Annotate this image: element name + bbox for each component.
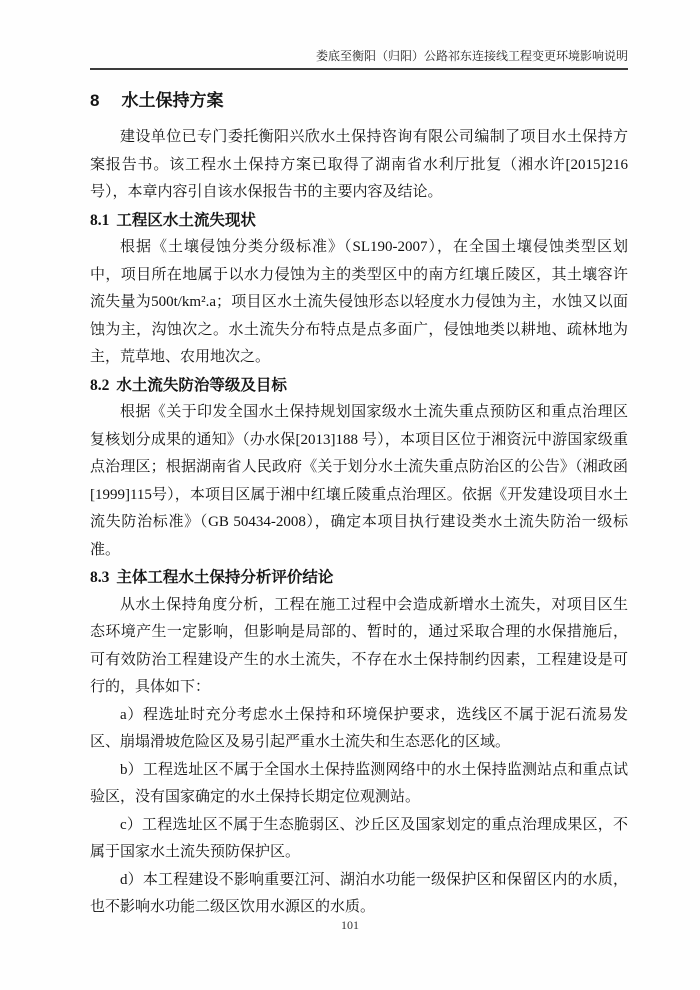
section-heading-8-1 <box>90 207 628 235</box>
section-title: 主体工程水土保持分析评价结论 <box>116 569 334 586</box>
chapter-number: 8 <box>90 91 100 110</box>
paragraph: 根据《土壤侵蚀分类分级标准》（SL190-2007），在全国土壤侵蚀类型区划中，项目所在地属于以水力侵蚀为主的类型区中的南方红壤丘陵区，其土壤容许流失量为500t/km².a；项目区水土流失侵蚀形态以轻度水力侵蚀为主，水蚀又以面蚀为主，沟蚀次之。水土流失分布特点是点多面广，侵蚀地类以耕地、疏林地为主，荒草地、农用地次之。 <box>90 239 628 365</box>
section-title: 水土流失防治等级及目标 <box>116 376 287 394</box>
section-heading-8-3 <box>90 564 628 592</box>
chapter-heading <box>90 90 628 112</box>
list-item-d: d）本工程建设不影响重要江河、湖泊水功能一级保护区和保留区内的水质，也不影响水功能二级区饮用水源区的水质。 <box>90 871 628 915</box>
list-item-b: b）工程选址区不属于全国水土保持监测网络中的水土保持监测站点和重点试验区，没有国家确定的水土保持长期定位观测站。 <box>90 761 628 805</box>
page-content <box>90 48 628 922</box>
intro-paragraph: 建设单位已专门委托衡阳兴欣水土保持咨询有限公司编制了项目水土保持方案报告书。该工程水土保持方案已取得了湖南省水利厅批复（湘水许[2015]216号），本章内容引自该水保报告书的主要内容及结论。 <box>90 129 628 200</box>
header-title: 娄底至衡阳（归阳）公路祁东连接线工程变更环境影响说明 <box>315 49 628 63</box>
page-number: 101 <box>341 918 359 932</box>
section-number: 8.1 <box>90 211 110 229</box>
section-heading-8-2 <box>90 372 628 400</box>
paragraph: 根据《关于印发全国水土保持规划国家级水土流失重点预防区和重点治理区复核划分成果的通知》（办水保[2013]188 号），本项目区位于湘资沅中游国家级重点治理区；根据湖南省人民政府《关于划分水土流失重点防治区的公告》（湘政函[1999]115号），本项目区属于湘中红壤丘陵重点治理区。依据《开发建设项目水土流失防治标准》（GB 50434-2008），确定本项目执行建设类水土流失防治一级标准。 <box>90 404 628 558</box>
paragraph: 从水土保持角度分析，工程在施工过程中会造成新增水土流失，对项目区生态环境产生一定影响，但影响是局部的、暂时的，通过采取合理的水保措施后，可有效防治工程建设产生的水土流失，不存在水土保持制约因素，工程建设是可行的，具体如下： <box>90 596 628 695</box>
page-header <box>90 48 628 70</box>
section-title: 工程区水土流失现状 <box>116 211 256 229</box>
list-item-c: c）工程选址区不属于生态脆弱区、沙丘区及国家划定的重点治理成果区，不属于国家水土流失预防保护区。 <box>90 816 628 860</box>
list-item-a: a）程选址时充分考虑水土保持和环境保护要求，选线区不属于泥石流易发区、崩塌滑坡危险区及易引起严重水土流失和生态恶化的区域。 <box>90 706 628 750</box>
section-number: 8.3 <box>90 569 110 586</box>
chapter-title: 水土保持方案 <box>121 91 224 110</box>
section-number: 8.2 <box>90 376 110 394</box>
